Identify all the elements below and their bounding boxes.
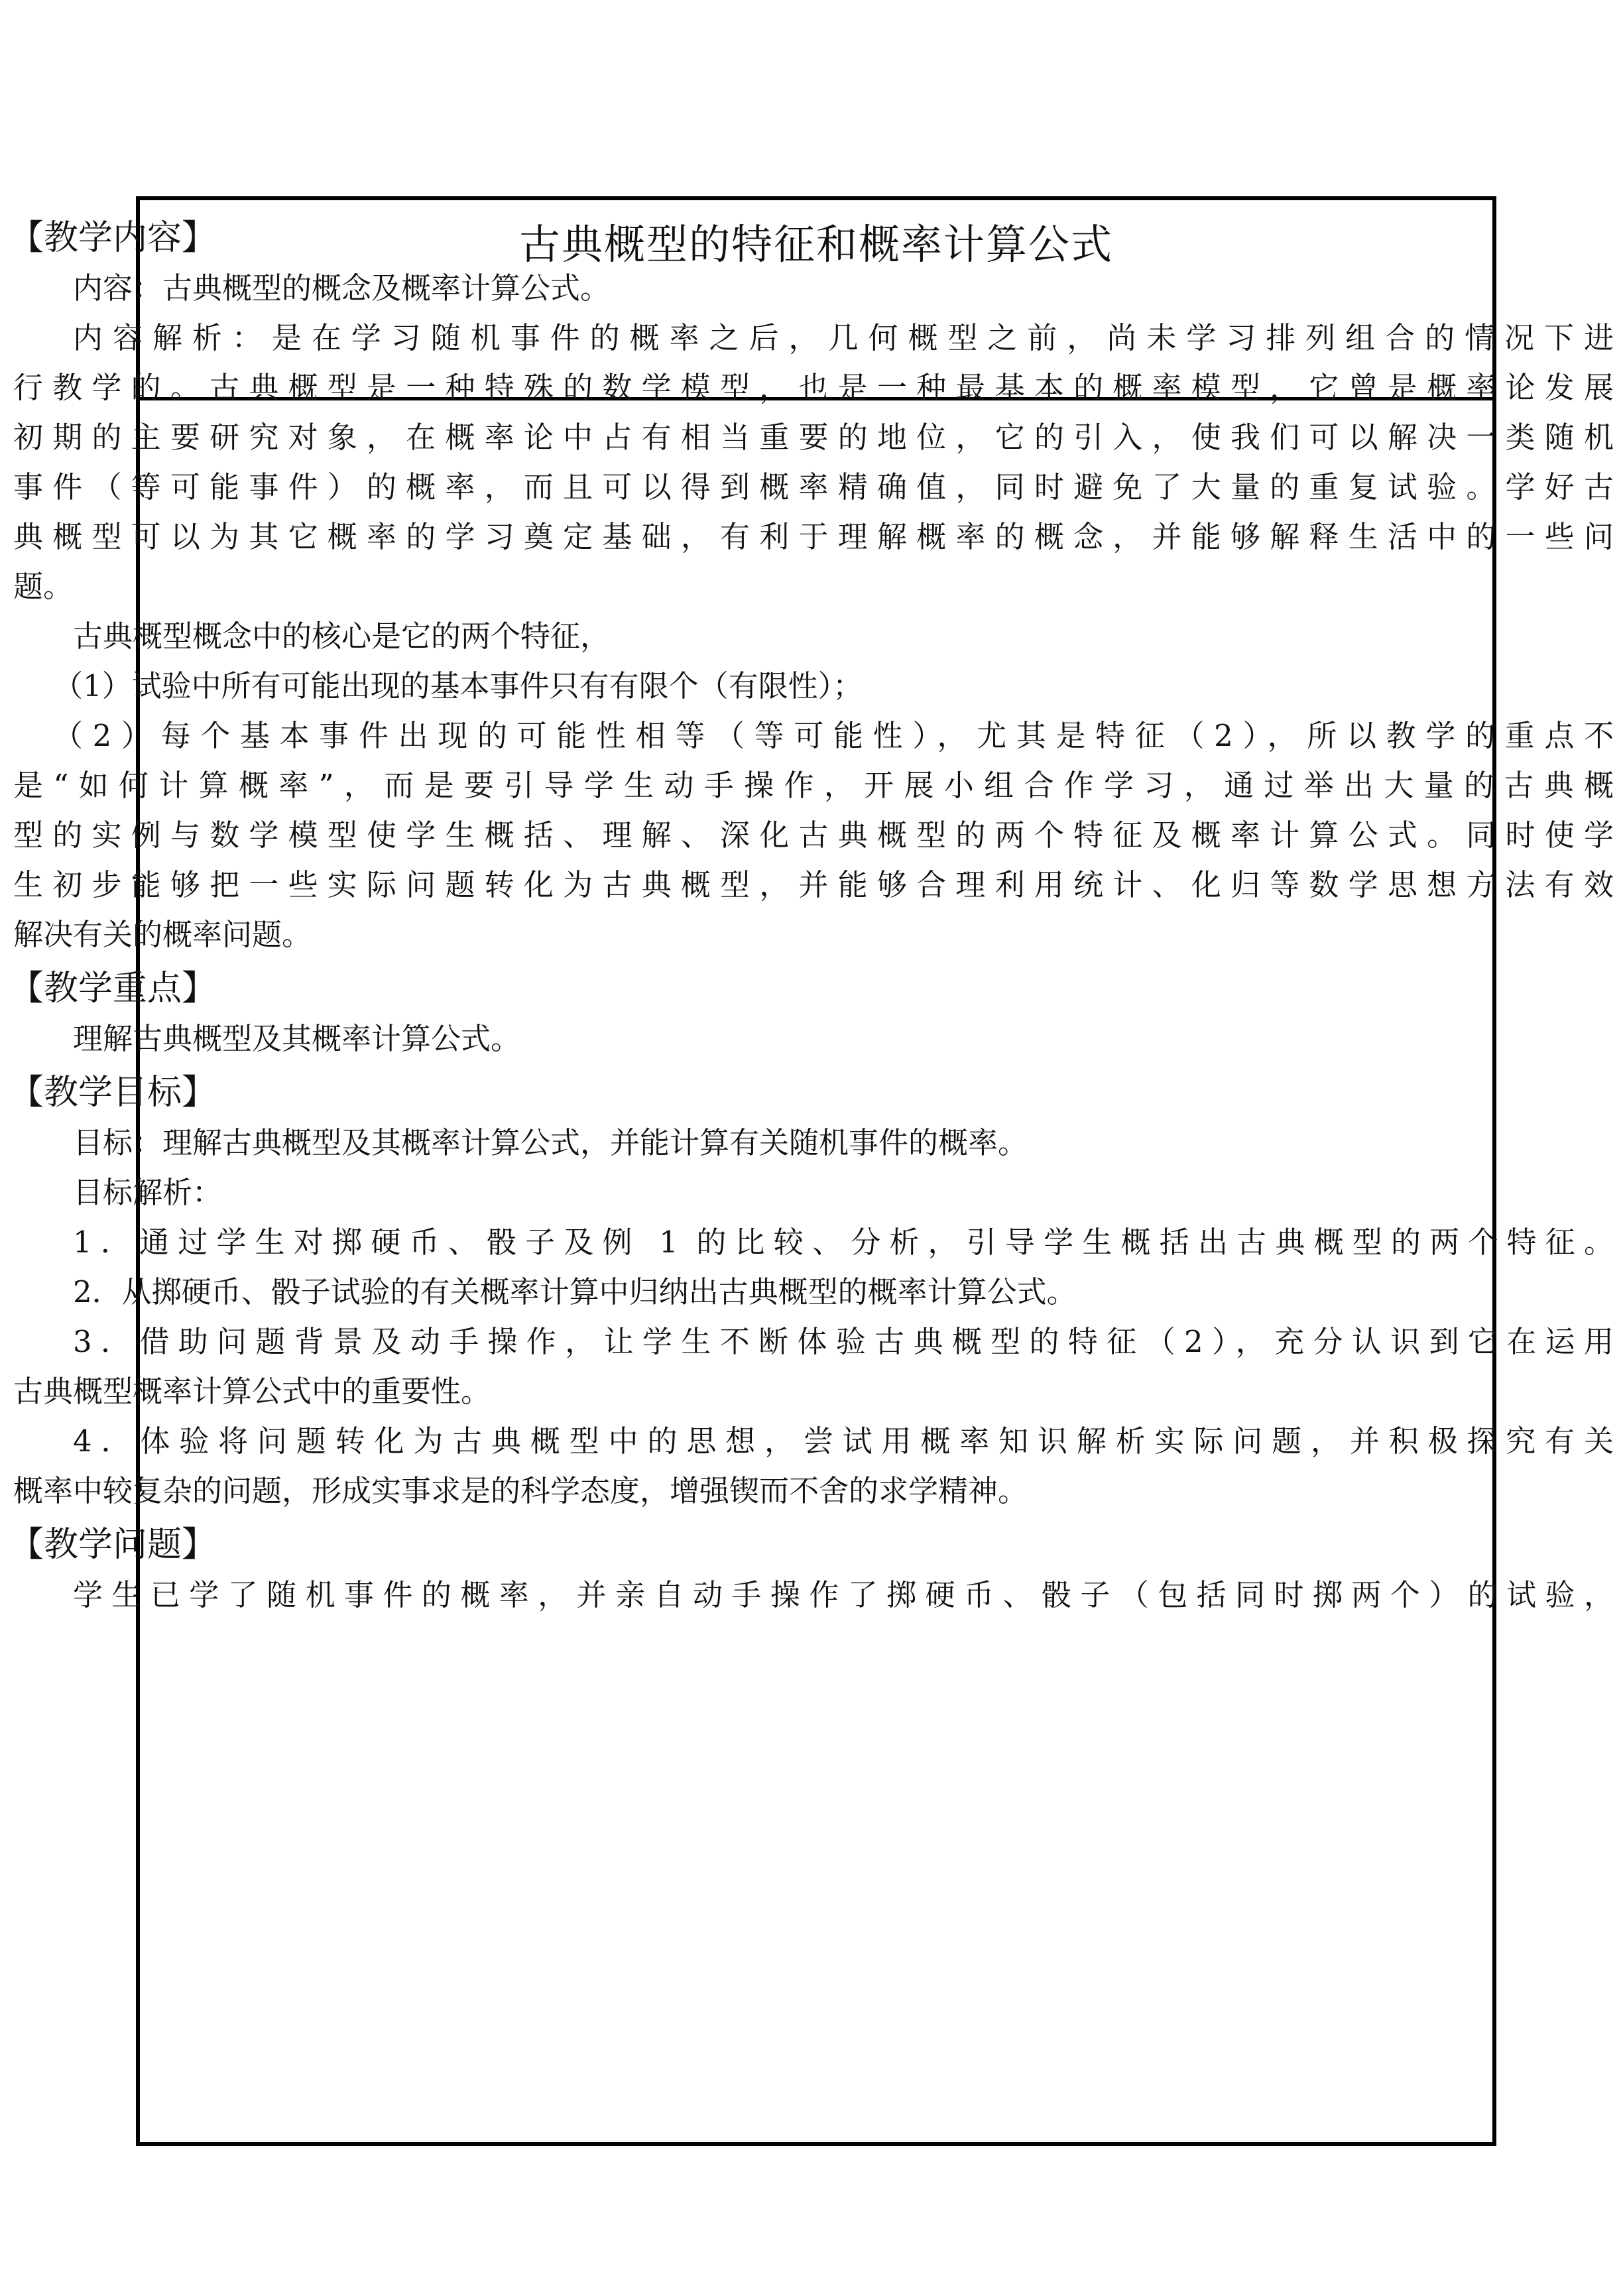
paragraph-line: 内容解析：是在学习随机事件的概率之后，几何概型之前，尚未学习排列组合的情况下进: [73, 320, 1614, 355]
paragraph-line: （2）每个基本事件出现的可能性相等（等可能性），尤其是特征（2），所以教学的重点不: [53, 718, 1614, 753]
paragraph-line: 3．借助问题背景及动手操作，让学生不断体验古典概型的特征（2），充分认识到它在运用: [73, 1324, 1614, 1359]
paragraph-line: 事件（等可能事件）的概率，而且可以得到概率精确值，同时避免了大量的重复试验。学好古: [13, 469, 1614, 505]
paragraph-line: 4．体验将问题转化为古典概型中的思想，尝试用概率知识解析实际问题，并积极探究有关: [73, 1423, 1614, 1459]
paragraph-line: 型的实例与数学模型使学生概括、理解、深化古典概型的两个特征及概率计算公式。同时使学: [13, 817, 1614, 853]
document-body: [9, 215, 1614, 1626]
section-heading-content: 【教学内容】: [9, 218, 217, 258]
paragraph-line: 是“如何计算概率”，而是要引导学生动手操作，开展小组合作学习，通过举出大量的古典概: [13, 768, 1614, 803]
paragraph-line: 行教学的。古典概型是一种特殊的数学模型，也是一种最基本的概率模型，它曾是概率论发展: [13, 370, 1614, 405]
paragraph-line: 概率中较复杂的问题，形成实事求是的科学态度，增强锲而不舍的求学精神。: [13, 1473, 1028, 1508]
paragraph-line: （1）试验中所有可能出现的基本事件只有有限个（有限性）；: [53, 668, 863, 703]
section-heading-objectives: 【教学目标】: [9, 1073, 217, 1113]
section-heading-key-point: 【教学重点】: [9, 969, 217, 1008]
paragraph-line: 2．从掷硬币、骰子试验的有关概率计算中归纳出古典概型的概率计算公式。: [73, 1274, 1077, 1309]
paragraph-line: 内容：古典概型的概念及概率计算公式。: [73, 271, 611, 306]
document-title: 古典概型的特征和概率计算公式: [518, 220, 1113, 269]
paragraph-line: 典概型可以为其它概率的学习奠定基础，有利于理解概率的概念，并能够解释生活中的一些问: [13, 519, 1614, 554]
paragraph-line: 学生已学了随机事件的概率，并亲自动手操作了掷硬币、骰子（包括同时掷两个）的试验，: [73, 1577, 1614, 1612]
paragraph-line: 解决有关的概率问题。: [13, 917, 312, 952]
paragraph-line: 目标：理解古典概型及其概率计算公式，并能计算有关随机事件的概率。: [73, 1125, 1028, 1160]
section-heading-problems: 【教学问题】: [9, 1525, 217, 1565]
paragraph-line: 古典概型概率计算公式中的重要性。: [13, 1374, 491, 1409]
paragraph-line: 理解古典概型及其概率计算公式。: [73, 1021, 521, 1056]
paragraph-line: 古典概型概念中的核心是它的两个特征，: [73, 619, 611, 654]
paragraph-line: 题。: [13, 569, 74, 604]
paragraph-line: 目标解析：: [73, 1175, 223, 1210]
paragraph-line: 初期的主要研究对象，在概率论中占有相当重要的地位，它的引入，使我们可以解决一类随机: [13, 420, 1614, 455]
paragraph-line: 生初步能够把一些实际问题转化为古典概型，并能够合理利用统计、化归等数学思想方法有效: [13, 867, 1614, 902]
paragraph-line: 1．通过学生对掷硬币、骰子及例 1 的比较、分析，引导学生概括出古典概型的两个特征。: [73, 1225, 1614, 1260]
